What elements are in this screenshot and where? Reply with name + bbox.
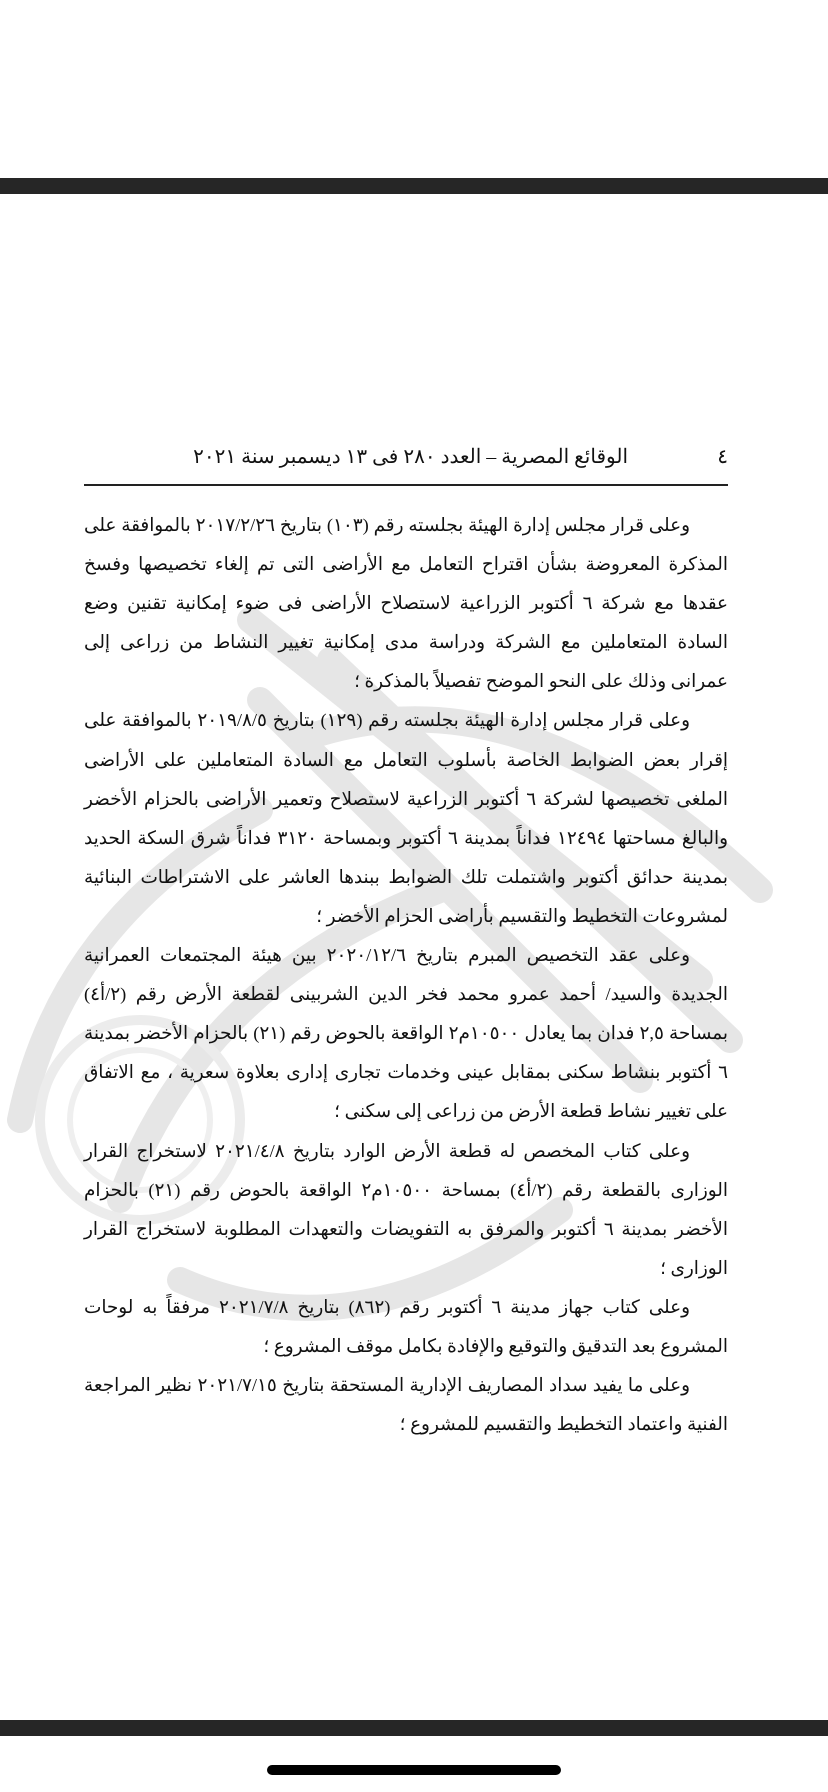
- page-number: ٤: [717, 446, 728, 468]
- paragraph: وعلى ما يفيد سداد المصاريف الإدارية المستحقة بتاريخ ٢٠٢١/٧/١٥ نظير المراجعة الفنية واعتماد التخطيط والتقسيم للمشروع ؛: [84, 1375, 728, 1435]
- paragraph: وعلى قرار مجلس إدارة الهيئة بجلسته رقم (١٠٣) بتاريخ ٢٠١٧/٢/٢٦ بالموافقة على المذكرة المعروضة بشأن اقتراح التعامل مع الأراضى التى تم إلغاء تخصيصها وفسخ عقدها مع شركة ٦ أكتوبر الزراعية لاستصلاح الأراضى فى ضوء إمكانية تقنين وضع السادة المتعاملين مع الشركة ودراسة مدى إمكانية تغيير النشاط من زراعى إلى عمرانى وذلك على النحو الموضح تفصيلاً بالمذكرة ؛: [84, 515, 728, 692]
- page-header: [84, 440, 728, 486]
- top-dark-band: [0, 178, 828, 194]
- document-body: [84, 506, 728, 1444]
- paragraph: وعلى عقد التخصيص المبرم بتاريخ ٢٠٢٠/١٢/٦ بين هيئة المجتمعات العمرانية الجديدة والسيد/ أحمد عمرو محمد فخر الدين الشربينى لقطعة الأرض رقم (٢/أ٤) بمساحة ٢,٥ فدان بما يعادل ١٠٥٠٠م٢ الواقعة بالحوض رقم (٢١) بالحزام الأخضر بمدينة ٦ أكتوبر بنشاط سكنى بمقابل عينى وخدمات تجارى إدارى بعلاوة سعرية ، مع الاتفاق على تغيير نشاط قطعة الأرض من زراعى إلى سكنى ؛: [84, 945, 728, 1122]
- paragraph: وعلى قرار مجلس إدارة الهيئة بجلسته رقم (١٢٩) بتاريخ ٢٠١٩/٨/٥ بالموافقة على إقرار بعض الضوابط الخاصة بأسلوب التعامل مع السادة المتعاملين على الأراضى الملغى تخصيصها لشركة ٦ أكتوبر الزراعية لاستصلاح وتعمير الأراضى بالحزام الأخضر والبالغ مساحتها ١٢٤٩٤ فداناً بمدينة ٦ أكتوبر وبمساحة ٣١٢٠ فداناً شرق السكة الحديد بمدينة حدائق أكتوبر واشتملت تلك الضوابط ببندها العاشر على الاشتراطات البنائية لمشروعات التخطيط والتقسيم بأراضى الحزام الأخضر ؛: [84, 710, 728, 926]
- paragraph: وعلى كتاب جهاز مدينة ٦ أكتوبر رقم (٨٦٢) بتاريخ ٢٠٢١/٧/٨ مرفقاً به لوحات المشروع بعد التدقيق والتوقيع والإفادة بكامل موقف المشروع ؛: [84, 1296, 728, 1356]
- home-indicator[interactable]: [267, 1765, 561, 1775]
- issue-title: الوقائع المصرية – العدد ٢٨٠ فى ١٣ ديسمبر سنة ٢٠٢١: [193, 446, 628, 468]
- paragraph: وعلى كتاب المخصص له قطعة الأرض الوارد بتاريخ ٢٠٢١/٤/٨ لاستخراج القرار الوزارى بالقطعة رقم (٢/أ٤) بمساحة ١٠٥٠٠م٢ الواقعة بالحوض رقم (٢١) بالحزام الأخضر بمدينة ٦ أكتوبر والمرفق به التفويضات والتعهدات المطلوبة لاستخراج القرار الوزارى ؛: [84, 1140, 728, 1278]
- bottom-dark-band: [0, 1720, 828, 1736]
